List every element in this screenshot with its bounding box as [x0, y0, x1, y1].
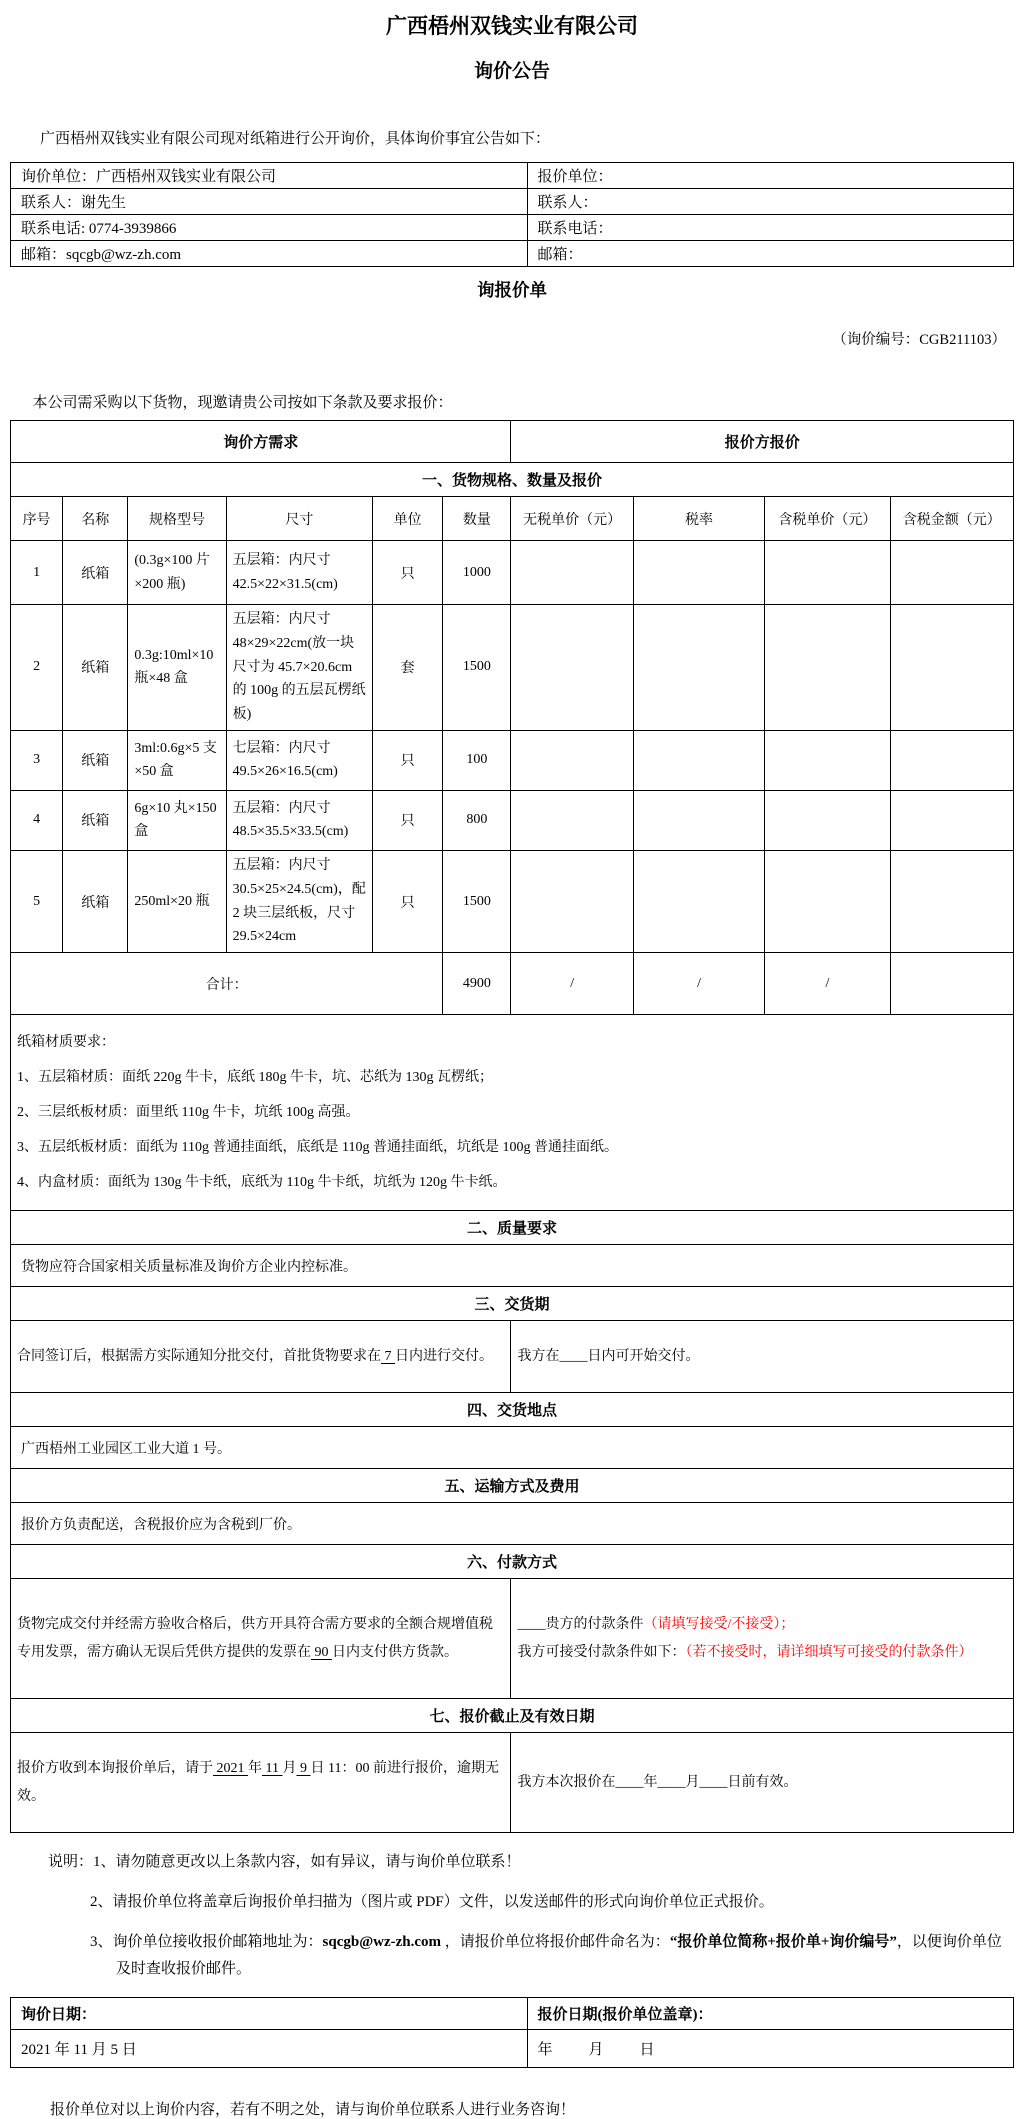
section-deadline-title-row	[11, 1699, 1014, 1733]
total-price-inc-tax-cell: /	[765, 953, 890, 1015]
col-header-qty: 数量	[443, 497, 511, 541]
col-header-name: 名称	[63, 497, 128, 541]
qty-cell: 1000	[443, 541, 511, 605]
section-payment-title: 六、付款方式	[11, 1545, 1014, 1579]
quote-email-cell: 邮箱：	[527, 241, 1013, 267]
quote-unit-cell: 报价单位：	[527, 163, 1013, 189]
date-value-row	[11, 2030, 1014, 2068]
qty-cell: 1500	[443, 605, 511, 731]
unit-cell: 套	[373, 605, 443, 731]
section-quality-body-row	[11, 1245, 1014, 1287]
tax-rate-cell	[633, 541, 764, 605]
goods-row	[11, 850, 1014, 952]
spec-cell: 0.3g:10ml×10 瓶×48 盒	[128, 605, 226, 731]
total-amount-inc-tax-cell	[890, 953, 1013, 1015]
payment-quote-line2: 我方可接受付款条件如下：（若不接受时，请详细填写可接受的付款条件）	[517, 1644, 973, 1660]
quote-date-value-cell: 年 月 日	[527, 2030, 1013, 2068]
material-item: 1、五层箱材质：面纸 220g 牛卡，底纸 180g 牛卡，坑、芯纸为 130g 瓦楞纸；	[17, 1070, 493, 1086]
goods-row	[11, 541, 1014, 605]
seq-cell: 2	[11, 605, 63, 731]
goods-row	[11, 605, 1014, 731]
section-payment-title-row	[11, 1545, 1014, 1579]
col-header-spec: 规格型号	[128, 497, 226, 541]
inquiry-email-cell: 邮箱：sqcgb@wz-zh.com	[11, 241, 528, 267]
deadline-demand: 报价方收到本询报价单后，请于 2021 年 11 月 9 日 11：00 前进行报价，逾期无效。	[11, 1733, 511, 1833]
seq-cell: 4	[11, 790, 63, 850]
inquiry-contact-cell: 联系人：谢先生	[11, 189, 528, 215]
price-ex-tax-cell	[511, 605, 633, 731]
seq-cell: 5	[11, 850, 63, 952]
price-inc-tax-cell	[765, 850, 890, 952]
table-row	[11, 215, 1014, 241]
tax-rate-cell	[633, 730, 764, 790]
quote-date-label-cell: 报价日期(报价单位盖章)：	[527, 1998, 1013, 2030]
section-delivery-place-title: 四、交货地点	[11, 1393, 1014, 1427]
col-header-amount-inc-tax: 含税金额（元）	[890, 497, 1013, 541]
qty-cell: 800	[443, 790, 511, 850]
goods-row	[11, 790, 1014, 850]
col-header-price-inc-tax: 含税单价（元）	[765, 497, 890, 541]
size-cell: 五层箱：内尺寸 48×29×22cm(放一块尺寸为 45.7×20.6cm 的 100g 的五层瓦楞纸板)	[226, 605, 372, 731]
table-row	[11, 189, 1014, 215]
note-3: 3、询价单位接收报价邮箱地址为：sqcgb@wz-zh.com ，请报价单位将报价邮件命名为：“报价单位简称+报价单+询价编号”，以便询价单位及时查收报价邮件。	[90, 1934, 1002, 1978]
total-tax-rate-cell: /	[633, 953, 764, 1015]
material-requirements	[11, 1015, 1014, 1211]
footer-note: 报价单位对以上询价内容，若有不明之处，请与询价单位联系人进行业务咨询！	[50, 2102, 576, 2119]
qty-cell: 1500	[443, 850, 511, 952]
amount-inc-tax-cell	[890, 541, 1013, 605]
price-inc-tax-cell	[765, 790, 890, 850]
date-header-row	[11, 1998, 1014, 2030]
section1-title: 一、货物规格、数量及报价	[11, 463, 1014, 497]
group-header-demand: 询价方需求	[11, 421, 511, 463]
price-inc-tax-cell	[765, 605, 890, 731]
goods-row	[11, 730, 1014, 790]
tax-rate-cell	[633, 790, 764, 850]
note-2: 2、请报价单位将盖章后询报价单扫描为（图片或 PDF）文件，以发送邮件的形式向询价单位正式报价。	[90, 1894, 774, 1911]
inquiry-phone-cell: 联系电话: 0774-3939866	[11, 215, 528, 241]
quote-contact-cell: 联系人：	[527, 189, 1013, 215]
section-delivery-place-body: 广西梧州工业园区工业大道 1 号。	[11, 1427, 1014, 1469]
spec-cell: (0.3g×100 片×200 瓶)	[128, 541, 226, 605]
section-transport-title-row	[11, 1469, 1014, 1503]
total-price-ex-tax-cell: /	[511, 953, 633, 1015]
quote-table	[10, 420, 1014, 1833]
date-table	[10, 1997, 1014, 2068]
section-delivery-place-body-row	[11, 1427, 1014, 1469]
column-header-row	[11, 497, 1014, 541]
inquiry-date-value-cell: 2021 年 11 月 5 日	[11, 2030, 528, 2068]
tax-rate-cell	[633, 850, 764, 952]
unit-cell: 只	[373, 790, 443, 850]
col-header-unit: 单位	[373, 497, 443, 541]
payment-demand: 货物完成交付并经需方验收合格后，供方开具符合需方要求的全额合规增值税专用发票，需方确认无误后凭供方提供的发票在 90 日内支付供方货款。	[11, 1579, 511, 1699]
section-transport-body-row	[11, 1503, 1014, 1545]
amount-inc-tax-cell	[890, 605, 1013, 731]
col-header-size: 尺寸	[226, 497, 372, 541]
inquiry-date-label-cell: 询价日期：	[11, 1998, 528, 2030]
group-header-row	[11, 421, 1014, 463]
payment-quote-line1: ____贵方的付款条件（请填写接受/不接受）；	[517, 1616, 795, 1632]
spec-cell: 250ml×20 瓶	[128, 850, 226, 952]
material-title: 纸箱材质要求：	[17, 1035, 115, 1051]
spec-cell: 3ml:0.6g×5 支×50 盒	[128, 730, 226, 790]
material-item: 4、内盒材质：面纸为 130g 牛卡纸，底纸为 110g 牛卡纸，坑纸为 120g 牛卡纸。	[17, 1175, 507, 1191]
seq-cell: 3	[11, 730, 63, 790]
section-transport-body: 报价方负责配送，含税报价应为含税到厂价。	[11, 1503, 1014, 1545]
size-cell: 五层箱：内尺寸 48.5×35.5×33.5(cm)	[226, 790, 372, 850]
price-ex-tax-cell	[511, 541, 633, 605]
quote-phone-cell: 联系电话：	[527, 215, 1013, 241]
size-cell: 五层箱：内尺寸 42.5×22×31.5(cm)	[226, 541, 372, 605]
section-quality-body: 货物应符合国家相关质量标准及询价方企业内控标准。	[11, 1245, 1014, 1287]
amount-inc-tax-cell	[890, 730, 1013, 790]
delivery-time-quote: 我方在____日内可开始交付。	[511, 1321, 1014, 1393]
section-delivery-place-title-row	[11, 1393, 1014, 1427]
delivery-time-demand: 合同签订后，根据需方实际通知分批交付，首批货物要求在 7 日内进行交付。	[11, 1321, 511, 1393]
price-ex-tax-cell	[511, 850, 633, 952]
name-cell: 纸箱	[63, 850, 128, 952]
tax-rate-cell	[633, 605, 764, 731]
section-quality-title-row	[11, 1211, 1014, 1245]
total-qty-cell: 4900	[443, 953, 511, 1015]
section-delivery-time-title-row	[11, 1287, 1014, 1321]
col-header-price-ex-tax: 无税单价（元）	[511, 497, 633, 541]
section-deadline-row	[11, 1733, 1014, 1833]
col-header-seq: 序号	[11, 497, 63, 541]
company-title: 广西梧州双钱实业有限公司	[386, 14, 638, 38]
total-row	[11, 953, 1014, 1015]
name-cell: 纸箱	[63, 730, 128, 790]
table-row	[11, 163, 1014, 189]
material-item: 2、三层纸板材质：面里纸 110g 牛卡，坑纸 100g 高强。	[17, 1105, 360, 1121]
material-requirements-row	[11, 1015, 1014, 1211]
size-cell: 七层箱：内尺寸 49.5×26×16.5(cm)	[226, 730, 372, 790]
amount-inc-tax-cell	[890, 790, 1013, 850]
contact-table	[10, 162, 1014, 267]
group-header-quote: 报价方报价	[511, 421, 1014, 463]
name-cell: 纸箱	[63, 605, 128, 731]
table-row	[11, 241, 1014, 267]
col-header-tax-rate: 税率	[633, 497, 764, 541]
section1-title-row	[11, 463, 1014, 497]
total-label-cell: 合计：	[11, 953, 443, 1015]
note-1: 说明：1、请勿随意更改以上条款内容，如有异议，请与询价单位联系！	[48, 1854, 521, 1871]
inquiry-unit-cell: 询价单位：广西梧州双钱实业有限公司	[11, 163, 528, 189]
name-cell: 纸箱	[63, 541, 128, 605]
amount-inc-tax-cell	[890, 850, 1013, 952]
price-ex-tax-cell	[511, 790, 633, 850]
inquiry-number: （询价编号：CGB211103）	[832, 332, 1006, 348]
spec-cell: 6g×10 丸×150 盒	[128, 790, 226, 850]
section-delivery-time-row	[11, 1321, 1014, 1393]
notice-title: 询价公告	[473, 61, 550, 82]
deadline-quote: 我方本次报价在____年____月____日前有效。	[511, 1733, 1014, 1833]
price-ex-tax-cell	[511, 730, 633, 790]
material-item: 3、五层纸板材质：面纸为 110g 普通挂面纸，底纸是 110g 普通挂面纸，坑纸是 100g 普通挂面纸。	[17, 1140, 618, 1156]
intro-paragraph: 广西梧州双钱实业有限公司现对纸箱进行公开询价，具体询价事宜公告如下：	[40, 131, 551, 147]
unit-cell: 只	[373, 541, 443, 605]
section-quality-title: 二、质量要求	[11, 1211, 1014, 1245]
section-deadline-title: 七、报价截止及有效日期	[11, 1699, 1014, 1733]
section-transport-title: 五、运输方式及费用	[11, 1469, 1014, 1503]
seq-cell: 1	[11, 541, 63, 605]
section-payment-row	[11, 1579, 1014, 1699]
invite-line: 本公司需采购以下货物，现邀请贵公司按如下条款及要求报价：	[32, 395, 453, 411]
payment-quote	[511, 1579, 1014, 1699]
qty-cell: 100	[443, 730, 511, 790]
notes-block	[10, 1849, 1014, 1983]
quote-sheet-title: 询报价单	[477, 280, 547, 300]
section-delivery-time-title: 三、交货期	[11, 1287, 1014, 1321]
price-inc-tax-cell	[765, 541, 890, 605]
name-cell: 纸箱	[63, 790, 128, 850]
unit-cell: 只	[373, 730, 443, 790]
unit-cell: 只	[373, 850, 443, 952]
price-inc-tax-cell	[765, 730, 890, 790]
size-cell: 五层箱：内尺寸 30.5×25×24.5(cm)，配 2 块三层纸板，尺寸 29.5×24cm	[226, 850, 372, 952]
